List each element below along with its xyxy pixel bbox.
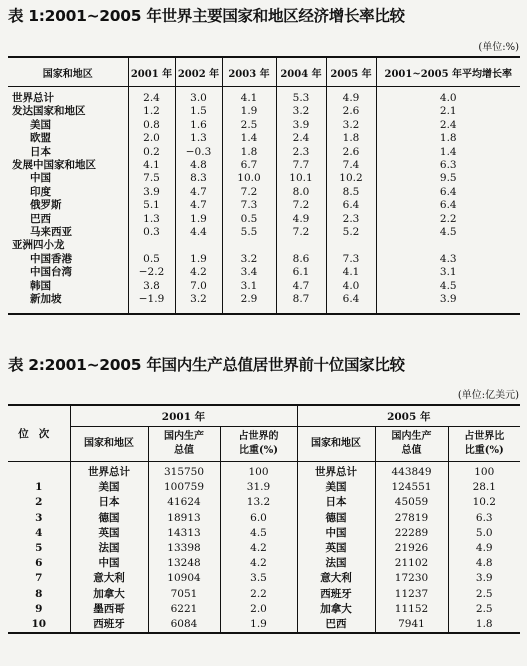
- value-cell: 1.8: [439, 132, 457, 145]
- table-row: [8, 571, 520, 586]
- gdp-cell: 11152: [375, 602, 448, 617]
- header-cell: 2001~2005 年平均增长率: [376, 57, 520, 87]
- value-cell: 2.6: [326, 146, 376, 159]
- value-cell: 3.9: [439, 293, 457, 306]
- rank-cell: 1: [8, 480, 70, 495]
- value-cell: 1.3: [128, 213, 175, 226]
- value-cell: 8.7: [276, 293, 326, 313]
- table-row: [8, 462, 520, 481]
- gdp-cell: 100759: [148, 480, 220, 495]
- table-row: [8, 159, 520, 172]
- row-label: 中国香港: [8, 253, 128, 266]
- value-cell: 3.8: [128, 280, 175, 293]
- rank-header: 位次: [8, 405, 70, 462]
- value-cell: 2.6: [326, 105, 376, 118]
- value-cell: 6.7: [222, 159, 276, 172]
- share-cell: 6.0: [220, 511, 297, 526]
- share-cell: 4.2: [220, 541, 297, 556]
- value-cell: 4.5: [439, 226, 457, 239]
- country-cell: 墨西哥: [70, 602, 148, 617]
- value-cell: 8.6: [276, 253, 326, 266]
- share-cell: 3.5: [220, 571, 297, 586]
- header-cell: 2002 年: [175, 57, 222, 87]
- country-cell: 中国: [70, 556, 148, 571]
- value-cell: 6.4: [326, 199, 376, 212]
- table2-unit: (单位:亿美元): [457, 390, 519, 401]
- rank-cell: 9: [8, 602, 70, 617]
- value-cell: 2.2: [439, 212, 457, 225]
- value-cell: 2.4: [128, 87, 175, 106]
- value-cell: 4.3: [439, 252, 457, 265]
- value-cell: 2.0: [128, 132, 175, 145]
- value-cell: 1.6: [175, 119, 222, 132]
- table1-title: 表 1:2001~2005 年世界主要国家和地区经济增长率比较: [8, 7, 405, 25]
- country-cell: 西班牙: [70, 617, 148, 633]
- gdp-cell: 41624: [148, 495, 220, 510]
- table2-subheader-row: [8, 427, 520, 462]
- table-row: [8, 146, 520, 159]
- row-label: 中国: [8, 172, 128, 185]
- table-row: [8, 119, 520, 132]
- rank-cell: 7: [8, 571, 70, 586]
- share-cell: 100: [474, 466, 495, 478]
- value-cell: 7.4: [326, 159, 376, 172]
- table-row: [8, 239, 520, 252]
- value-cell: 4.1: [128, 159, 175, 172]
- table-row: [8, 132, 520, 145]
- value-cell: 6.4: [326, 293, 376, 313]
- gdp-cell: 22289: [375, 526, 448, 541]
- value-cell: [222, 239, 276, 252]
- value-cell: 0.5: [222, 213, 276, 226]
- gdp-cell: 315750: [148, 462, 220, 481]
- value-cell: 7.3: [326, 253, 376, 266]
- value-cell: 6.4: [439, 185, 457, 198]
- row-label: 俄罗斯: [8, 199, 128, 212]
- rank-cell: 4: [8, 526, 70, 541]
- gdp-cell: 45059: [375, 495, 448, 510]
- country-cell: 日本: [297, 495, 375, 510]
- share-cell: 5.0: [475, 526, 493, 539]
- rank-cell: 3: [8, 511, 70, 526]
- row-label: 发展中国家和地区: [8, 159, 128, 172]
- value-cell: 10.0: [222, 172, 276, 185]
- row-label: 中国台湾: [8, 266, 128, 279]
- value-cell: 2.9: [222, 293, 276, 313]
- value-cell: 1.4: [222, 132, 276, 145]
- value-cell: 0.2: [128, 146, 175, 159]
- value-cell: 9.5: [439, 172, 457, 185]
- table-row: [8, 253, 520, 266]
- value-cell: 1.4: [439, 145, 457, 158]
- value-cell: 1.9: [222, 105, 276, 118]
- value-cell: 4.4: [175, 226, 222, 239]
- share-cell: 4.2: [220, 556, 297, 571]
- value-cell: 2.5: [222, 119, 276, 132]
- value-cell: 4.2: [175, 266, 222, 279]
- value-cell: [376, 239, 520, 252]
- value-cell: 7.3: [222, 199, 276, 212]
- gdp-cell: 7051: [148, 587, 220, 602]
- value-cell: 1.9: [175, 213, 222, 226]
- table2-title: 表 2:2001~2005 年国内生产总值居世界前十位国家比较: [8, 356, 405, 374]
- value-cell: 7.2: [276, 199, 326, 212]
- value-cell: [175, 239, 222, 252]
- share-cell: 2.2: [220, 587, 297, 602]
- value-cell: 3.2: [326, 119, 376, 132]
- value-cell: 3.9: [276, 119, 326, 132]
- header-cell: 2001 年: [128, 57, 175, 87]
- share-cell: 4.5: [220, 526, 297, 541]
- share-cell: 2.5: [475, 587, 493, 600]
- row-label: 世界总计: [8, 87, 128, 106]
- table-row: [8, 266, 520, 279]
- gdp-cell: 13398: [148, 541, 220, 556]
- value-cell: 4.7: [276, 280, 326, 293]
- value-cell: 8.3: [175, 172, 222, 185]
- value-cell: 2.1: [439, 105, 457, 118]
- header-cell: 国家和地区: [8, 57, 128, 87]
- value-cell: [276, 239, 326, 252]
- header-cell: 2004 年: [276, 57, 326, 87]
- share-cell: 1.8: [475, 618, 493, 631]
- gdp-cell: 21102: [375, 556, 448, 571]
- value-cell: 7.2: [222, 186, 276, 199]
- share-cell: 4.8: [475, 557, 493, 570]
- table-row: [8, 226, 520, 239]
- table-row: [8, 587, 520, 602]
- table-row: [8, 526, 520, 541]
- share-cell: 3.9: [475, 572, 493, 585]
- country-cell: 英国: [297, 541, 375, 556]
- value-cell: 5.5: [222, 226, 276, 239]
- table-row: [8, 293, 520, 313]
- row-label: 发达国家和地区: [8, 105, 128, 118]
- table2-year-row: [8, 405, 520, 427]
- country-cell: 世界总计: [297, 462, 375, 481]
- value-cell: 4.9: [326, 87, 376, 106]
- value-cell: 10.1: [276, 172, 326, 185]
- share-cell: 28.1: [472, 481, 496, 494]
- rank-cell: 2: [8, 495, 70, 510]
- share-cell: 31.9: [220, 480, 297, 495]
- value-cell: −0.3: [175, 146, 222, 159]
- country-cell: 美国: [70, 480, 148, 495]
- gdp-cell: 14313: [148, 526, 220, 541]
- table1-header-row: [8, 57, 520, 87]
- gdp-cell: 17230: [375, 571, 448, 586]
- value-cell: 4.1: [222, 87, 276, 106]
- gdp-cell: 21926: [375, 541, 448, 556]
- value-cell: 7.5: [128, 172, 175, 185]
- gdp-cell: 124551: [375, 480, 448, 495]
- value-cell: 8.0: [276, 186, 326, 199]
- country-cell: 意大利: [70, 571, 148, 586]
- row-label: 韩国: [8, 280, 128, 293]
- value-cell: 4.0: [439, 92, 457, 104]
- value-cell: 1.8: [326, 132, 376, 145]
- subheader-cell: 占世界的 比重(%): [220, 427, 297, 462]
- country-cell: 中国: [297, 526, 375, 541]
- value-cell: −2.2: [128, 266, 175, 279]
- value-cell: 5.3: [276, 87, 326, 106]
- country-cell: 法国: [70, 541, 148, 556]
- value-cell: 3.9: [128, 186, 175, 199]
- value-cell: 7.7: [276, 159, 326, 172]
- value-cell: 4.8: [175, 159, 222, 172]
- row-label: 巴西: [8, 213, 128, 226]
- table-row: [8, 480, 520, 495]
- value-cell: −1.9: [128, 293, 175, 313]
- share-cell: 100: [220, 462, 297, 481]
- value-cell: 4.1: [326, 266, 376, 279]
- share-cell: 6.3: [475, 511, 493, 524]
- share-cell: 13.2: [220, 495, 297, 510]
- row-label: 新加坡: [8, 293, 128, 313]
- gdp-cell: 10904: [148, 571, 220, 586]
- rank-cell: 5: [8, 541, 70, 556]
- table-row: [8, 186, 520, 199]
- value-cell: 6.4: [439, 199, 457, 212]
- value-cell: 4.5: [439, 279, 457, 292]
- value-cell: 5.1: [128, 199, 175, 212]
- gdp-cell: 6084: [148, 617, 220, 633]
- value-cell: 3.2: [175, 293, 222, 313]
- gdp-ranking-table: [8, 404, 520, 634]
- value-cell: 4.0: [326, 280, 376, 293]
- gdp-cell: 11237: [375, 587, 448, 602]
- share-cell: 2.0: [220, 602, 297, 617]
- value-cell: 4.9: [276, 213, 326, 226]
- country-cell: 德国: [70, 511, 148, 526]
- value-cell: 0.3: [128, 226, 175, 239]
- row-label: 印度: [8, 186, 128, 199]
- row-label: 马来西亚: [8, 226, 128, 239]
- gdp-cell: 27819: [375, 511, 448, 526]
- row-label: 美国: [8, 119, 128, 132]
- value-cell: 6.3: [439, 159, 457, 172]
- rank-cell: [8, 462, 70, 481]
- table-row: [8, 511, 520, 526]
- value-cell: 0.8: [128, 119, 175, 132]
- value-cell: 8.5: [326, 186, 376, 199]
- share-cell: 2.5: [475, 602, 493, 615]
- value-cell: 1.9: [175, 253, 222, 266]
- header-cell: 2003 年: [222, 57, 276, 87]
- gdp-cell: 443849: [375, 462, 448, 481]
- table-row: [8, 280, 520, 293]
- value-cell: 6.1: [276, 266, 326, 279]
- value-cell: 5.2: [326, 226, 376, 239]
- country-cell: 巴西: [297, 617, 375, 633]
- subheader-cell: 国家和地区: [70, 427, 148, 462]
- gdp-cell: 13248: [148, 556, 220, 571]
- value-cell: 2.3: [326, 213, 376, 226]
- country-cell: 意大利: [297, 571, 375, 586]
- value-cell: 3.2: [276, 105, 326, 118]
- row-label: 欧盟: [8, 132, 128, 145]
- value-cell: 3.4: [222, 266, 276, 279]
- country-cell: 西班牙: [297, 587, 375, 602]
- value-cell: 2.4: [439, 118, 457, 131]
- table-row: [8, 199, 520, 212]
- table-row: [8, 556, 520, 571]
- country-cell: 英国: [70, 526, 148, 541]
- value-cell: 3.0: [175, 87, 222, 106]
- value-cell: 1.8: [222, 146, 276, 159]
- subheader-cell: 国内生产 总值: [148, 427, 220, 462]
- value-cell: 2.4: [276, 132, 326, 145]
- share-cell: 10.2: [472, 496, 496, 509]
- row-label: 日本: [8, 146, 128, 159]
- value-cell: 10.2: [326, 172, 376, 185]
- value-cell: [128, 239, 175, 252]
- value-cell: 4.7: [175, 199, 222, 212]
- rank-cell: 10: [8, 617, 70, 633]
- share-cell: 4.9: [475, 542, 493, 555]
- gdp-cell: 7941: [375, 617, 448, 633]
- table-row: [8, 617, 520, 633]
- table-row: [8, 602, 520, 617]
- value-cell: 7.0: [175, 280, 222, 293]
- table1-unit: (单位:%): [478, 42, 519, 53]
- gdp-cell: 18913: [148, 511, 220, 526]
- country-cell: 法国: [297, 556, 375, 571]
- table-row: [8, 495, 520, 510]
- row-label: 亚洲四小龙: [8, 239, 128, 252]
- value-cell: 1.2: [128, 105, 175, 118]
- growth-rate-table: [8, 56, 520, 315]
- rank-cell: 6: [8, 556, 70, 571]
- country-cell: 世界总计: [70, 462, 148, 481]
- table-row: [8, 172, 520, 185]
- value-cell: 1.3: [175, 132, 222, 145]
- country-cell: 德国: [297, 511, 375, 526]
- year-header-2001: 2001 年: [70, 405, 297, 427]
- value-cell: 3.2: [222, 253, 276, 266]
- country-cell: 美国: [297, 480, 375, 495]
- header-cell: 2005 年: [326, 57, 376, 87]
- value-cell: 2.3: [276, 146, 326, 159]
- country-cell: 日本: [70, 495, 148, 510]
- value-cell: 7.2: [276, 226, 326, 239]
- value-cell: 4.7: [175, 186, 222, 199]
- rank-cell: 8: [8, 587, 70, 602]
- value-cell: 3.1: [439, 266, 457, 279]
- table-row: [8, 105, 520, 118]
- country-cell: 加拿大: [70, 587, 148, 602]
- value-cell: 1.5: [175, 105, 222, 118]
- value-cell: 0.5: [128, 253, 175, 266]
- subheader-cell: 国内生产 总值: [375, 427, 448, 462]
- country-cell: 加拿大: [297, 602, 375, 617]
- value-cell: [326, 239, 376, 252]
- year-header-2005: 2005 年: [297, 405, 520, 427]
- table-row: [8, 87, 520, 106]
- value-cell: 3.1: [222, 280, 276, 293]
- share-cell: 1.9: [220, 617, 297, 633]
- subheader-cell: 占世界比 比重(%): [448, 427, 520, 462]
- subheader-cell: 国家和地区: [297, 427, 375, 462]
- table-row: [8, 213, 520, 226]
- gdp-cell: 6221: [148, 602, 220, 617]
- table-row: [8, 541, 520, 556]
